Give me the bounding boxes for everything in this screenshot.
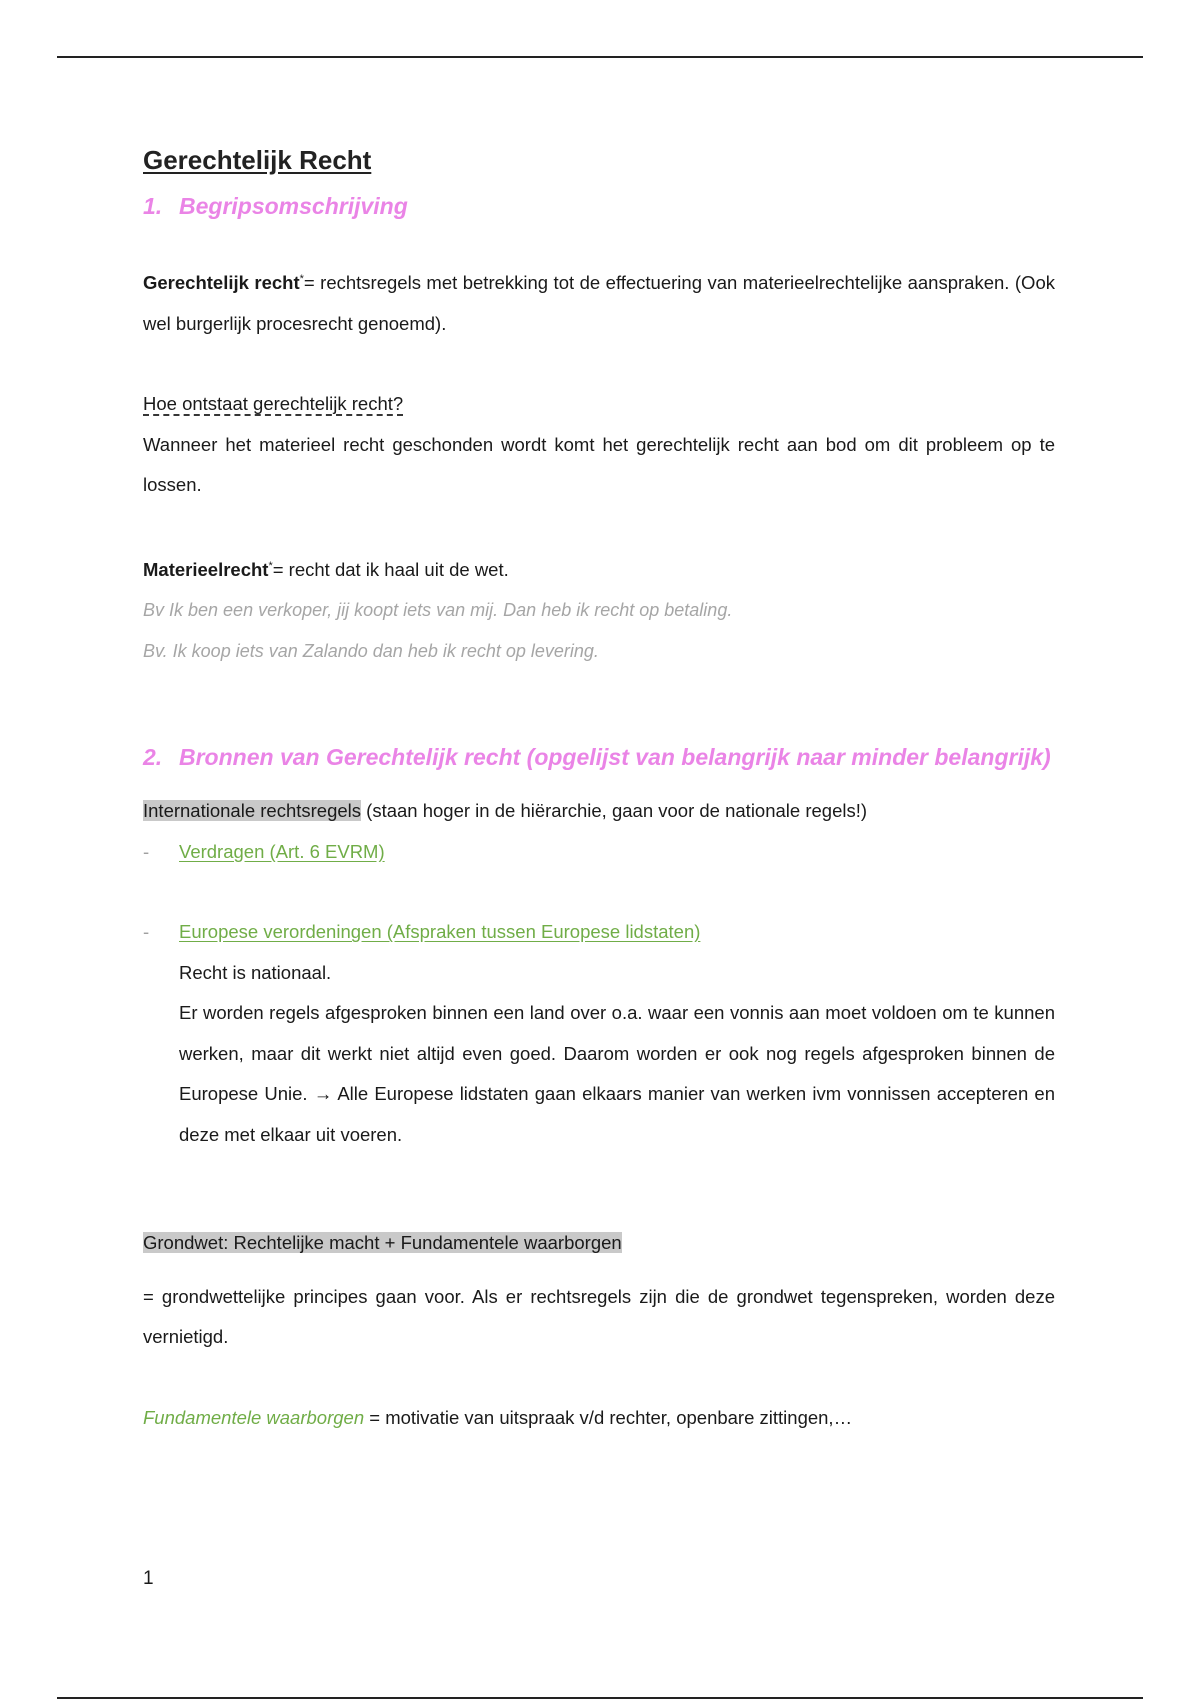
grondwet-paragraph: = grondwettelijke principes gaan voor. Als er rechtsregels zijn die de grondwet tegenspreken, worden deze vernietigd.	[143, 1285, 1055, 1348]
section-1-heading	[143, 186, 1055, 226]
section-1-number: 1.	[143, 193, 163, 219]
international-rules-note: (staan hoger in de hiërarchie, gaan voor de nationale regels!)	[361, 800, 868, 822]
grondwet-line	[143, 1223, 1055, 1264]
europese-regels-text-b: Alle Europese lidstaten gaan elkaars manier van werken ivm vonnissen accepteren en deze met elkaar uit voeren.	[179, 1083, 1055, 1145]
verdragen-link[interactable]: Verdragen (Art. 6 EVRM)	[179, 840, 385, 862]
question-line	[143, 384, 1055, 425]
bullet-dash: -	[143, 840, 150, 862]
europese-regels-paragraph	[143, 993, 1055, 1155]
fundamentele-waarborgen-text: = motivatie van uitspraak v/d rechter, openbare zittingen,…	[364, 1406, 853, 1428]
bullet-verdragen	[143, 832, 1055, 873]
materieel-text: = recht dat ik haal uit de wet.	[272, 558, 509, 580]
page-number: 1	[143, 1568, 154, 1589]
document-title: Gerechtelijk Recht	[143, 145, 372, 175]
materieel-mark: *	[268, 559, 273, 572]
arrow-icon: →	[313, 1083, 333, 1105]
recht-nationaal-line: Recht is nationaal.	[179, 961, 332, 983]
definition-mark: *	[299, 273, 304, 285]
fundamentele-waarborgen-line	[143, 1398, 1055, 1439]
definition-paragraph	[143, 259, 1055, 344]
fundamentele-waarborgen-term: Fundamentele waarborgen	[143, 1406, 365, 1428]
europese-verordeningen-link[interactable]: Europese verordeningen (Afspraken tussen Europese lidstaten)	[179, 921, 701, 943]
international-rules-label: Internationale rechtsregels	[143, 800, 362, 822]
question-text: Hoe ontstaat gerechtelijk recht?	[143, 393, 404, 415]
definition-term: Gerechtelijk recht	[143, 272, 300, 294]
bullet-europese-verordeningen	[143, 912, 1055, 953]
top-rule	[57, 56, 1143, 58]
answer-paragraph: Wanneer het materieel recht geschonden wordt komt het gerechtelijk recht aan bod om dit probleem op te lossen.	[143, 433, 1055, 496]
document-page	[143, 140, 1055, 1438]
materieel-definition	[143, 546, 1055, 591]
example-2: Bv. Ik koop iets van Zalando dan heb ik recht op levering.	[143, 640, 599, 661]
section-2-heading	[143, 737, 1055, 777]
section-2-title: Bronnen van Gerechtelijk recht (opgelijst van belangrijk naar minder belangrijk)	[179, 744, 1051, 771]
example-1: Bv Ik ben een verkoper, jij koopt iets van mij. Dan heb ik recht op betaling.	[143, 600, 733, 621]
section-1-title: Begripsomschrijving	[179, 193, 408, 219]
materieel-term: Materieelrecht	[143, 558, 269, 580]
bullet-dash: -	[143, 921, 150, 943]
bottom-rule	[57, 1697, 1143, 1699]
definition-text: = rechtsregels met betrekking tot de effectuering van materieelrechtelijke aanspraken. (Ook wel burgerlijk procesrecht genoemd).	[143, 272, 1055, 334]
international-rules-line	[143, 791, 1055, 832]
grondwet-label: Grondwet: Rechtelijke macht + Fundamentele waarborgen	[143, 1232, 622, 1254]
europese-regels-text-a: Er worden regels afgesproken binnen een land over o.a. waar een vonnis aan moet voldoen om te kunnen werken, maar dit werkt niet altijd even goed. Daarom worden er ook nog regels afgesproken binnen de Europese Unie.	[179, 1002, 1055, 1105]
section-2-number: 2.	[143, 744, 163, 771]
